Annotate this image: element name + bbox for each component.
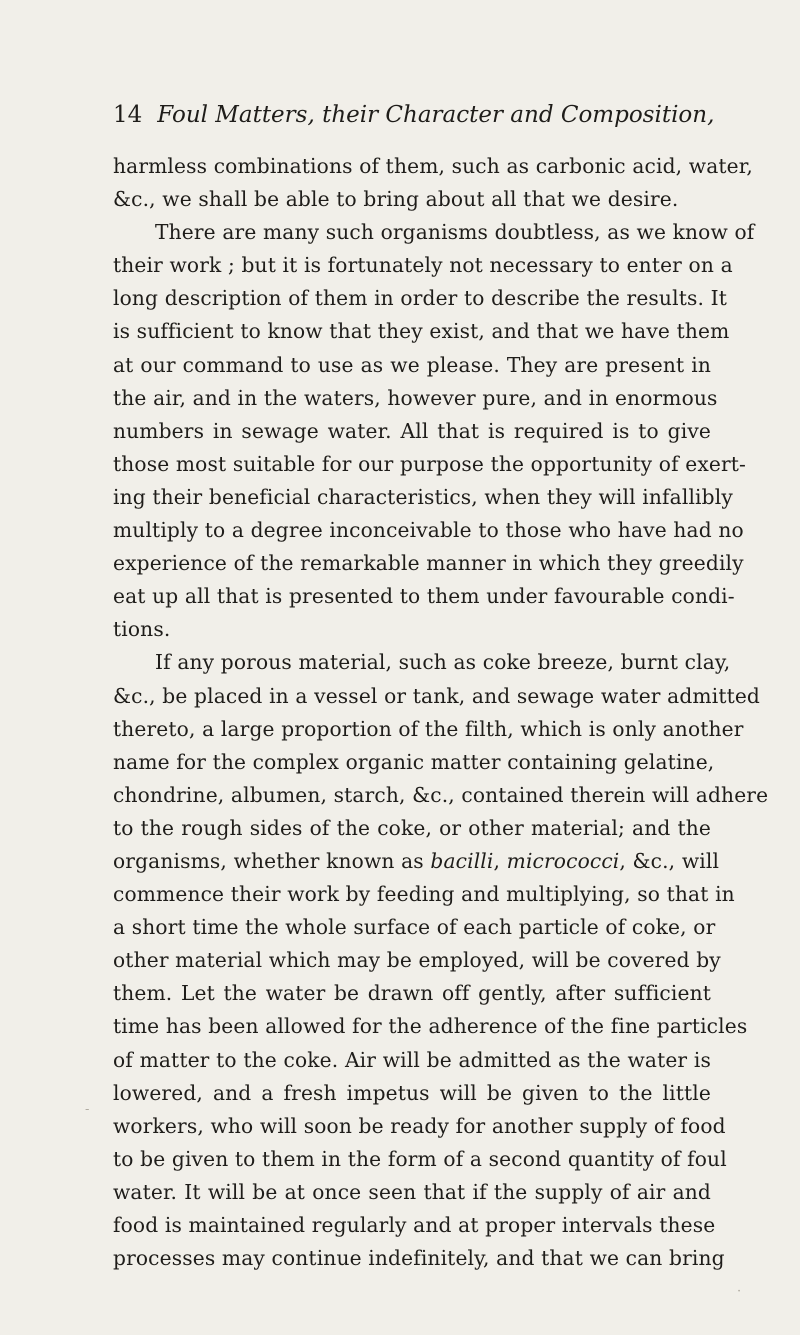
text-line-8: the air, and in the waters, however pure, and in enormous [113, 385, 718, 410]
text-line-3: There are many such organisms doubtless, as we know of [155, 220, 755, 245]
text-line-34: processes may continue indefinitely, and that we can bring [113, 1246, 725, 1271]
text-line-30: workers, who will soon be ready for another supply of food [113, 1113, 726, 1138]
page-header [113, 95, 713, 135]
text-line-28: of matter to the coke. Air will be admitted as the water is [113, 1047, 711, 1072]
text-line-25: other material which may be employed, will be covered by [113, 948, 721, 973]
text-line-2: &c., we shall be able to bring about all that we desire. [113, 187, 679, 212]
text-line-33: food is maintained regularly and at proper intervals these [113, 1213, 716, 1237]
text-line-9: numbers in sewage water. All that is required is to give [113, 418, 711, 443]
text-line-31: to be given to them in the form of a second quantity of foul [113, 1146, 727, 1171]
text-line-16: If any porous material, such as coke breeze, burnt clay, [155, 650, 731, 675]
body-text [113, 150, 769, 1275]
text-line-14: eat up all that is presented to them under favourable condi- [113, 584, 735, 609]
text-line-7: at our command to use as we please. They are present in [113, 352, 711, 377]
text-line-18: thereto, a large proportion of the filth, which is only another [113, 716, 744, 741]
text-line-15: tions. [113, 617, 171, 642]
text-line-23: commence their work by feeding and multiplying, so that in [113, 882, 735, 907]
text-line-13: experience of the remarkable manner in which they greedily [113, 551, 744, 576]
text-line-29: lowered, and a fresh impetus will be given to the little [113, 1080, 711, 1105]
text-line-21: to the rough sides of the coke, or other material; and the [113, 815, 711, 840]
text-line-12: multiply to a degree inconceivable to those who have had no [113, 518, 744, 543]
page-number: 14 [113, 102, 143, 128]
text-line-27: time has been allowed for the adherence of the fine particles [113, 1014, 748, 1039]
text-line-22-separator: , [493, 848, 507, 873]
text-line-11: ing their beneficial characteristics, when they will infallibly [113, 484, 733, 509]
text-line-6: is sufficient to know that they exist, and that we have them [113, 319, 730, 344]
stray-ink-mark: - [85, 1102, 90, 1117]
text-line-22-end: , &c., will [619, 848, 720, 873]
text-line-19: name for the complex organic matter containing gelatine, [113, 749, 715, 774]
text-line-1: harmless combinations of them, such as carbonic acid, water, [113, 154, 753, 178]
text-line-24: a short time the whole surface of each particle of coke, or [113, 915, 716, 940]
text-line-26: them. Let the water be drawn off gently, after sufficient [113, 981, 711, 1006]
text-line-22-start: organisms, whether known as [113, 848, 431, 873]
text-line-22 [113, 845, 720, 878]
running-title: Foul Matters, their Character and Composition, [157, 102, 715, 128]
text-line-17: &c., be placed in a vessel or tank, and sewage water admitted [113, 683, 761, 708]
italic-term-micrococci: micrococci [506, 848, 620, 873]
text-line-5: long description of them in order to describe the results. It [113, 286, 727, 311]
page-speck-mark: · [737, 1284, 742, 1299]
text-line-10: those most suitable for our purpose the opportunity of exert- [113, 451, 747, 476]
text-line-4: their work ; but it is fortunately not necessary to enter on a [113, 253, 733, 278]
italic-term-bacilli: bacilli [430, 848, 494, 873]
text-line-32: water. It will be at once seen that if the supply of air and [113, 1179, 711, 1204]
text-line-20: chondrine, albumen, starch, &c., contained therein will adhere [113, 782, 769, 807]
